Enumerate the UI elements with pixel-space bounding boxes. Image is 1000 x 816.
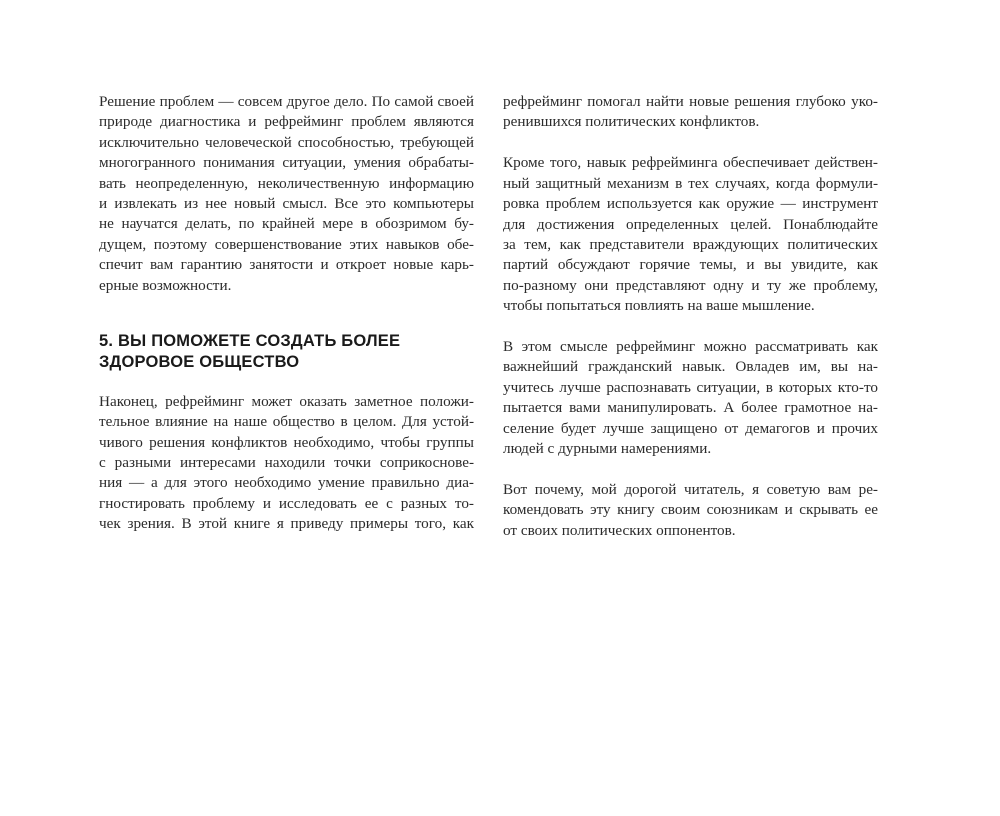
text-line: природе диагностика и рефрейминг проблем являются bbox=[99, 113, 474, 131]
text-line: людей с дурными намерениями. bbox=[503, 440, 712, 458]
right-paragraph-4 bbox=[503, 480, 878, 541]
spacer bbox=[99, 296, 474, 331]
section-heading bbox=[99, 331, 474, 373]
right-paragraph-1 bbox=[503, 92, 878, 133]
spacer bbox=[503, 459, 878, 480]
text-line: по-разному они представляют одну и ту же проблему, bbox=[503, 276, 878, 294]
left-paragraph-1 bbox=[99, 92, 474, 296]
text-line: ровка проблем используется как оружие — инструмент bbox=[503, 195, 878, 213]
right-paragraph-3 bbox=[503, 337, 878, 459]
text-line: дущем, поэтому совершенствование этих навыков обе- bbox=[99, 235, 474, 253]
right-column bbox=[503, 92, 878, 541]
text-line: Решение проблем — совсем другое дело. По самой своей bbox=[99, 93, 474, 110]
spacer bbox=[503, 133, 878, 154]
right-paragraph-2 bbox=[503, 153, 878, 316]
text-line: с разными интересами находили точки соприкоснове- bbox=[99, 454, 474, 472]
text-line: исключительно человеческой способностью, требующей bbox=[99, 133, 474, 151]
text-line: от своих политических оппонентов. bbox=[503, 521, 736, 539]
text-line: не научатся делать, по крайней мере в обозримом бу- bbox=[99, 215, 474, 233]
heading-line: ЗДОРОВОЕ ОБЩЕСТВО bbox=[99, 352, 300, 371]
text-line: партий обсуждают горячие темы, и вы увидите, как bbox=[503, 256, 878, 274]
text-line: гностировать проблему и исследовать ее с разных то- bbox=[99, 494, 474, 512]
text-line: пытается вами манипулировать. А более грамотное на- bbox=[503, 399, 878, 417]
text-line: Вот почему, мой дорогой читатель, я советую вам ре- bbox=[503, 481, 878, 499]
text-line: ренившихся политических конфликтов. bbox=[503, 113, 760, 131]
spacer bbox=[99, 373, 474, 392]
text-line: Наконец, рефрейминг может оказать заметное положи- bbox=[99, 392, 474, 410]
text-line: ния — а для этого необходимо умение правильно диа- bbox=[99, 474, 474, 492]
text-line: вать неопределенную, неколичественную информацию bbox=[99, 174, 474, 192]
text-line: чивого решения конфликтов необходимо, чтобы группы bbox=[99, 433, 474, 451]
text-line: рефрейминг помогал найти новые решения глубоко уко- bbox=[503, 93, 878, 110]
text-line: для достижения определенных целей. Понаблюдайте bbox=[503, 215, 878, 233]
text-line: за тем, как представители враждующих политических bbox=[503, 235, 878, 253]
left-column bbox=[99, 92, 474, 535]
text-line: учитесь лучше распознавать ситуации, в которых кто-то bbox=[503, 378, 878, 396]
text-line: важнейший гражданский навык. Овладев им, вы на- bbox=[503, 358, 878, 376]
text-line: и извлекать из нее новый смысл. Все это компьютеры bbox=[99, 194, 474, 212]
text-line: спечит вам гарантию занятости и откроет новые карь- bbox=[99, 256, 474, 274]
text-line: В этом смысле рефрейминг можно рассматривать как bbox=[503, 338, 878, 356]
text-line: селение будет лучше защищено от демагогов и прочих bbox=[503, 419, 878, 437]
text-line: чтобы попытаться повлиять на ваше мышление. bbox=[503, 297, 815, 315]
left-paragraph-2 bbox=[99, 392, 474, 535]
text-line: чек зрения. В этой книге я приведу примеры того, как bbox=[99, 515, 474, 533]
text-line: тельное влияние на наше общество в целом. Для устой- bbox=[99, 413, 474, 431]
text-line: ерные возможности. bbox=[99, 276, 232, 294]
text-line: комендовать эту книгу своим союзникам и скрывать ее bbox=[503, 501, 878, 519]
spacer bbox=[503, 317, 878, 338]
text-line: ный защитный механизм в тех случаях, когда формули- bbox=[503, 174, 878, 192]
text-line: многогранного понимания ситуации, умения обрабаты- bbox=[99, 154, 474, 172]
text-line: Кроме того, навык рефрейминга обеспечивает действен- bbox=[503, 154, 878, 172]
heading-line: 5. ВЫ ПОМОЖЕТЕ СОЗДАТЬ БОЛЕЕ bbox=[99, 331, 401, 350]
